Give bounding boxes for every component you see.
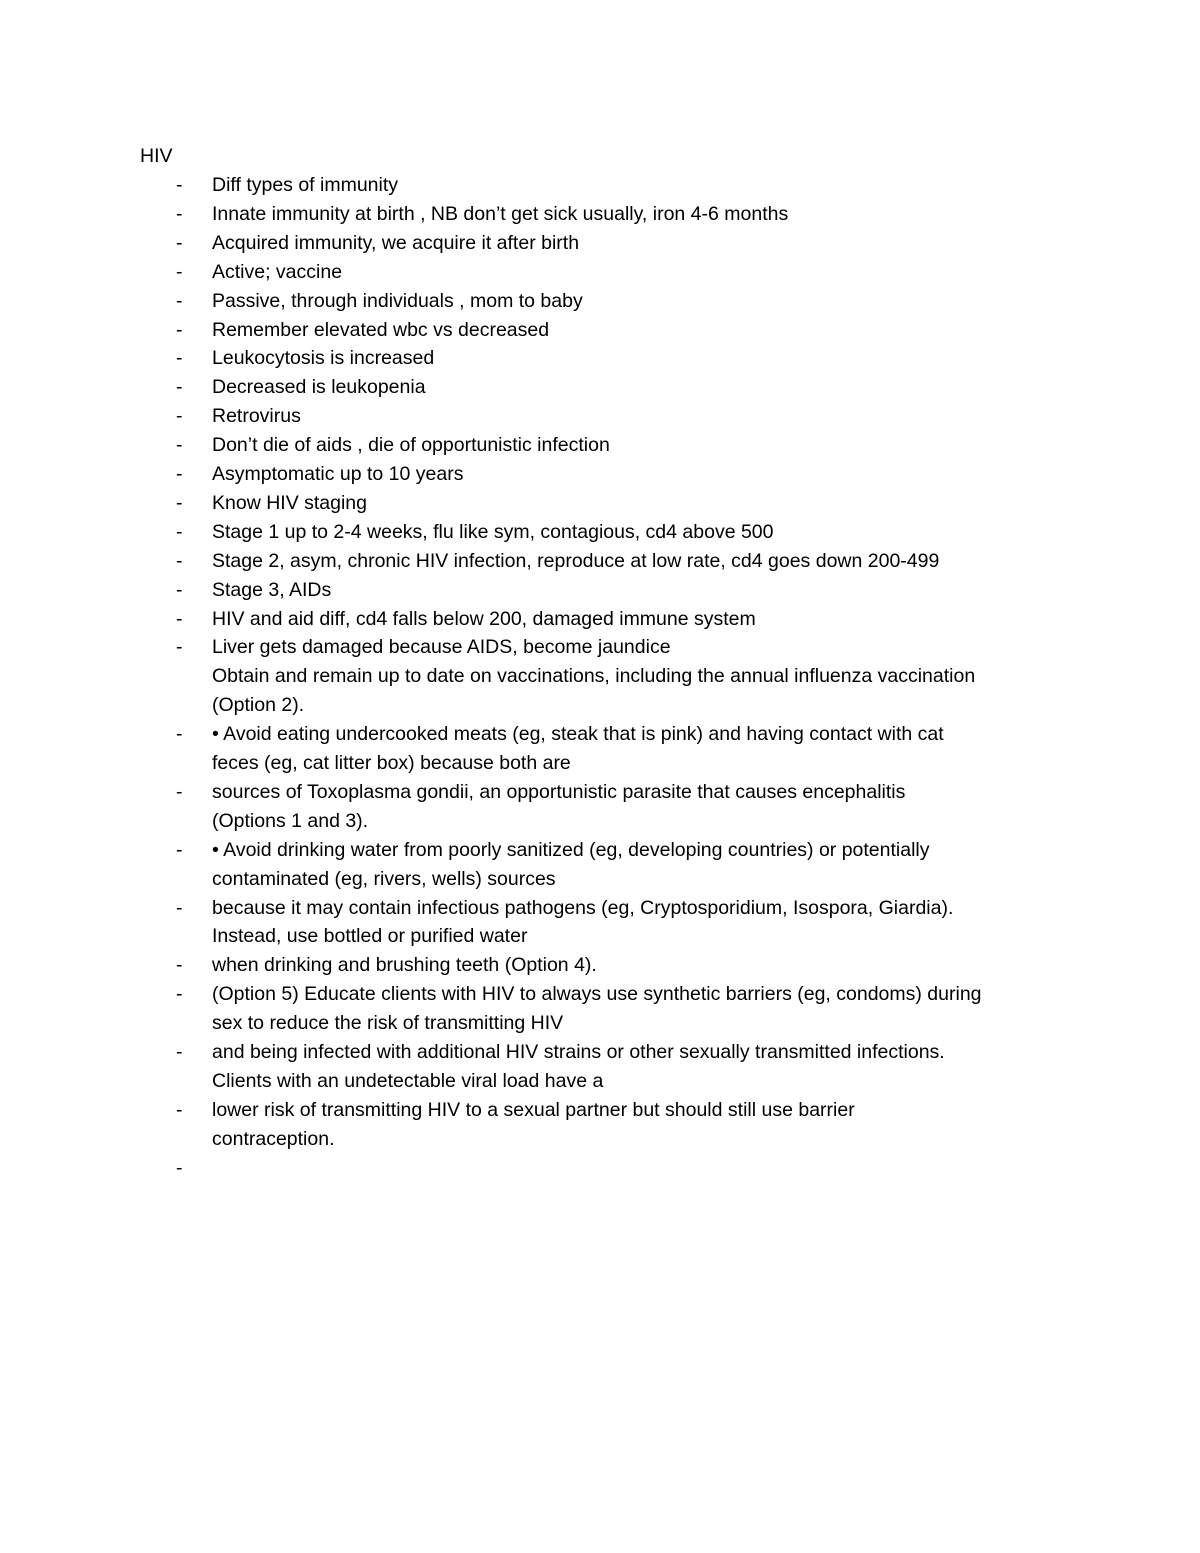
note-line	[0, 576, 1200, 605]
note-line	[0, 836, 1200, 865]
note-line	[0, 489, 1200, 518]
bullet-dash: -	[176, 780, 183, 803]
bullet-dash: -	[176, 202, 183, 225]
note-text: Clients with an undetectable viral load have a	[212, 1069, 604, 1092]
bullet-dash: -	[176, 896, 183, 919]
bullet-dash: -	[176, 954, 183, 977]
note-text: contraception.	[212, 1127, 335, 1150]
bullet-dash: -	[176, 463, 183, 485]
note-text: • Avoid drinking water from poorly sanitized (eg, developing countries) or potentially	[212, 838, 930, 861]
note-line	[0, 1154, 1200, 1183]
note-line	[0, 1067, 1200, 1096]
note-line	[0, 691, 1200, 720]
note-line	[0, 1038, 1200, 1067]
note-text: lower risk of transmitting HIV to a sexual partner but should still use barrier	[212, 1098, 855, 1121]
note-line	[0, 316, 1200, 345]
note-line	[0, 865, 1200, 894]
note-text: Stage 2, asym, chronic HIV infection, reproduce at low rate, cd4 goes down 200-499	[212, 549, 940, 572]
note-text: • Avoid eating undercooked meats (eg, steak that is pink) and having contact with cat	[212, 723, 944, 746]
note-text: Don’t die of aids , die of opportunistic infection	[212, 434, 610, 457]
bullet-dash: -	[176, 405, 183, 428]
note-line	[0, 229, 1200, 258]
note-text: because it may contain infectious pathogens (eg, Cryptosporidium, Isospora, Giardia).	[212, 896, 954, 919]
note-line	[0, 373, 1200, 402]
note-line	[0, 662, 1200, 691]
note-text: and being infected with additional HIV strains or other sexually transmitted infections.	[212, 1041, 945, 1063]
note-text: Active; vaccine	[212, 260, 343, 283]
note-line	[0, 1009, 1200, 1038]
note-text: sex to reduce the risk of transmitting HIV	[212, 1012, 564, 1035]
bullet-dash: -	[176, 289, 183, 312]
note-text: (Option 5) Educate clients with HIV to always use synthetic barriers (eg, condoms) during	[212, 983, 982, 1006]
bullet-dash: -	[176, 578, 183, 601]
note-line	[0, 894, 1200, 923]
note-line	[0, 200, 1200, 229]
note-text: Stage 3, AIDs	[212, 578, 332, 601]
note-text: Instead, use bottled or purified water	[212, 925, 528, 948]
bullet-dash: -	[176, 1098, 183, 1121]
bullet-dash: -	[176, 174, 183, 196]
bullet-dash: -	[176, 1156, 183, 1179]
bullet-dash: -	[176, 376, 183, 399]
note-text: Retrovirus	[212, 405, 301, 428]
note-text: (Options 1 and 3).	[212, 809, 369, 832]
note-text: Decreased is leukopenia	[212, 376, 426, 399]
note-text: HIV and aid diff, cd4 falls below 200, damaged immune system	[212, 607, 756, 630]
bullet-dash: -	[176, 838, 183, 861]
bullet-dash: -	[176, 1041, 183, 1063]
note-text: Leukocytosis is increased	[212, 347, 435, 370]
note-line	[0, 431, 1200, 460]
bullet-dash: -	[176, 318, 183, 341]
bullet-dash: -	[176, 260, 183, 283]
note-line	[0, 980, 1200, 1009]
note-line	[0, 518, 1200, 547]
note-text: contaminated (eg, rivers, wells) sources	[212, 867, 556, 890]
note-line	[0, 1125, 1200, 1154]
note-text: Liver gets damaged because AIDS, become jaundice	[212, 636, 671, 659]
note-line	[0, 287, 1200, 316]
note-text: Acquired immunity, we acquire it after birth	[212, 231, 580, 254]
bullet-dash: -	[176, 231, 183, 254]
note-line	[0, 951, 1200, 980]
note-line	[0, 258, 1200, 287]
note-text: (Option 2).	[212, 694, 305, 717]
note-text: Innate immunity at birth , NB don’t get sick usually, iron 4-6 months	[212, 202, 789, 225]
note-line	[0, 171, 1200, 200]
bullet-dash: -	[176, 347, 183, 370]
note-line	[0, 605, 1200, 634]
note-line	[0, 460, 1200, 489]
note-line	[0, 402, 1200, 431]
note-text: Asymptomatic up to 10 years	[212, 463, 464, 485]
bullet-dash: -	[176, 520, 183, 543]
bullet-dash: -	[176, 434, 183, 457]
note-line	[0, 344, 1200, 373]
note-line	[0, 547, 1200, 576]
bullet-dash: -	[176, 636, 183, 659]
bullet-dash: -	[176, 983, 183, 1006]
bullet-dash: -	[176, 607, 183, 630]
note-text: Passive, through individuals , mom to baby	[212, 289, 583, 312]
note-line	[0, 720, 1200, 749]
note-line	[0, 807, 1200, 836]
bullet-dash: -	[176, 723, 183, 746]
note-text: feces (eg, cat litter box) because both are	[212, 752, 571, 774]
note-text: Remember elevated wbc vs decreased	[212, 318, 550, 341]
note-line	[0, 922, 1200, 951]
note-text: Stage 1 up to 2-4 weeks, flu like sym, contagious, cd4 above 500	[212, 520, 774, 543]
note-text: Know HIV staging	[212, 491, 368, 514]
note-text: Obtain and remain up to date on vaccinations, including the annual influenza vaccination	[212, 665, 976, 688]
bullet-dash: -	[176, 549, 183, 572]
note-line	[0, 749, 1200, 778]
note-line	[0, 778, 1200, 807]
note-text: Diff types of immunity	[212, 174, 399, 196]
note-text: when drinking and brushing teeth (Option 4).	[212, 954, 597, 977]
note-text: sources of Toxoplasma gondii, an opportunistic parasite that causes encephalitis	[212, 780, 906, 803]
document-title: HIV	[140, 145, 173, 167]
note-line	[0, 633, 1200, 662]
bullet-dash: -	[176, 491, 183, 514]
note-line	[0, 1096, 1200, 1125]
